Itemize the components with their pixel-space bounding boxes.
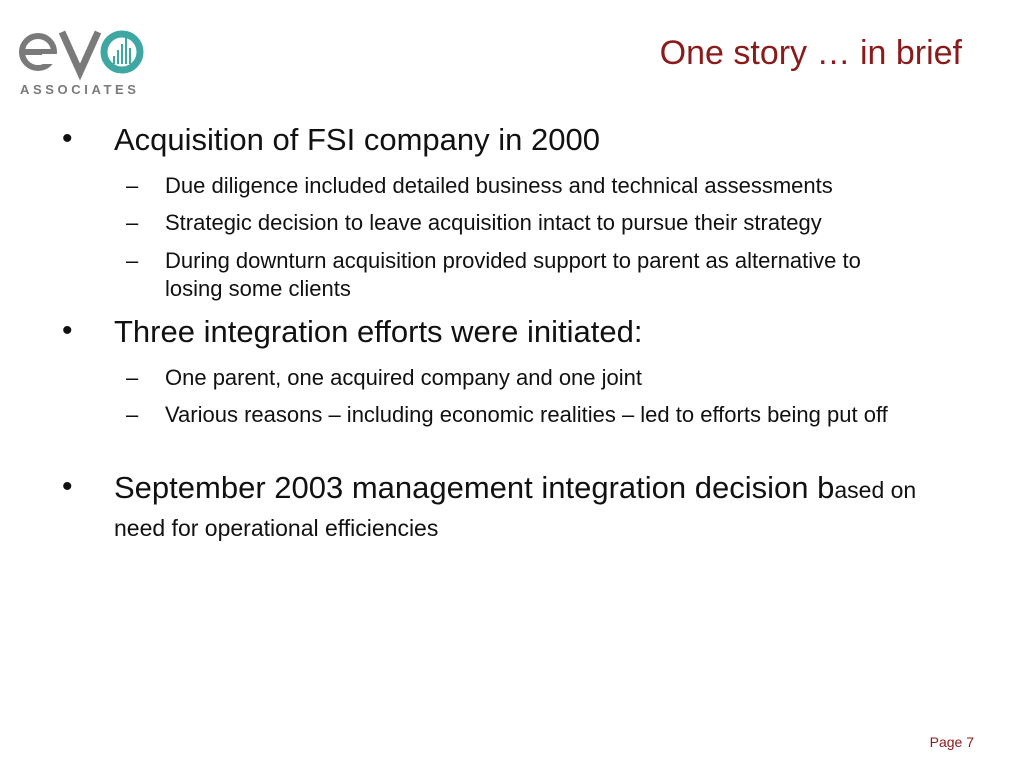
sub-bullet-dash: – [126,248,139,273]
bullet-text [114,470,944,546]
logo-subtitle: ASSOCIATES [20,82,140,97]
sub-bullet-dash: – [126,173,139,198]
sub-bullet-dash: – [126,210,139,235]
sub-bullet-text: Due diligence included detailed business and technical assessments [165,173,833,198]
sub-bullet-text: One parent, one acquired company and one joint [165,365,642,390]
bullet-dot: • [62,122,73,155]
bullet-dot: • [62,470,73,503]
slide-title: One story … in brief [659,34,962,72]
sub-bullet-text: During downturn acquisition provided support to parent as alternative to losing some clients [165,248,861,301]
company-logo [18,24,148,98]
bullet-text: Three integration efforts were initiated: [114,314,643,349]
page-number: Page 7 [929,734,974,750]
sub-bullet-text: Various reasons – including economic realities – led to efforts being put off [165,402,888,427]
bullet-text-small: ased on need for operational efficiencies [114,477,917,541]
bullet-text-large: September 2003 management integration decision b [114,470,835,505]
sub-bullet-dash: – [126,365,139,390]
bullet-dot: • [62,314,73,347]
bullet-text: Acquisition of FSI company in 2000 [114,122,600,157]
sub-bullet-text: Strategic decision to leave acquisition intact to pursue their strategy [165,210,822,235]
sub-bullet-dash: – [126,402,139,427]
